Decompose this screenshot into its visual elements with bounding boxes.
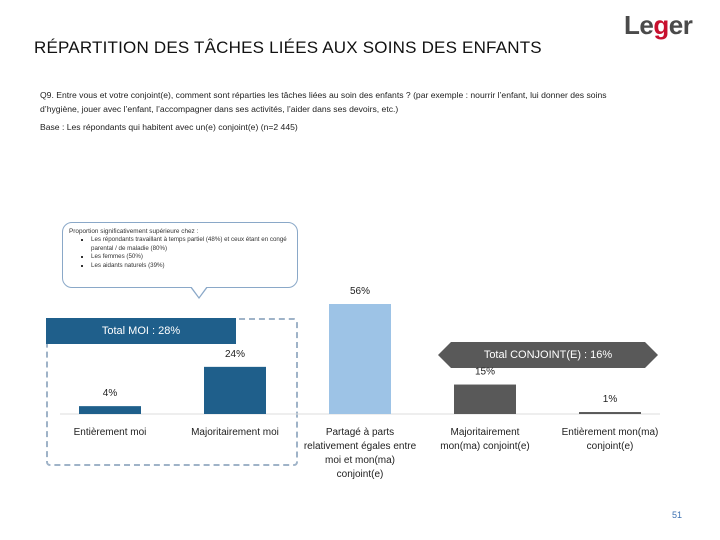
- callout-item: ▪ Les aidants naturels (39%): [91, 262, 291, 271]
- category-label: Entièrement moi: [73, 427, 147, 438]
- page-title: RÉPARTITION DES TÂCHES LIÉES AUX SOINS DES ENFANTS: [34, 38, 542, 57]
- data-label: 15%: [474, 366, 496, 378]
- callout-item: ▪ Les répondants travaillant à temps partiel (48%) et ceux étant en congé parental / de maladie (80%): [91, 236, 291, 253]
- bar: [329, 304, 391, 414]
- callout-item: ▪ Les femmes (50%): [91, 253, 291, 262]
- data-label: 1%: [602, 394, 618, 406]
- question-text: Q9. Entre vous et votre conjoint(e), comment sont réparties les tâches liées au soin des enfants ? (par exemple : nourrir l’enfant, lui donner des soins d’hygiène, jouer avec l’enfant, l’accompagner dans ses activités, l’aider dans ses devoirs, etc.): [40, 90, 607, 114]
- bar: [579, 412, 641, 414]
- data-label: 24%: [224, 348, 246, 360]
- category-label: Majoritairement mon(ma) conjoint(e): [440, 427, 530, 452]
- bar: [79, 406, 141, 414]
- callout-title: Proportion significativement supérieure chez :: [69, 228, 199, 235]
- category-label: Majoritairement moi: [191, 427, 279, 438]
- total-moi-label: Total MOI : 28%: [46, 318, 236, 344]
- bar: [204, 367, 266, 414]
- data-label: 56%: [349, 286, 371, 297]
- base-text: Base : Les répondants qui habitent avec un(e) conjoint(e) (n=2 445): [40, 122, 298, 132]
- data-label: 4%: [102, 388, 118, 400]
- category-label: Partagé à parts relativement égales entre moi et mon(ma) conjoint(e): [303, 427, 417, 480]
- bar: [454, 385, 516, 414]
- logo-wordmark: Leger: [624, 10, 693, 40]
- page-number: 51: [672, 510, 683, 520]
- category-label: Entièrement mon(ma) conjoint(e): [561, 427, 659, 452]
- total-conjoint-label: Total CONJOINT(E) : 16%: [483, 349, 613, 361]
